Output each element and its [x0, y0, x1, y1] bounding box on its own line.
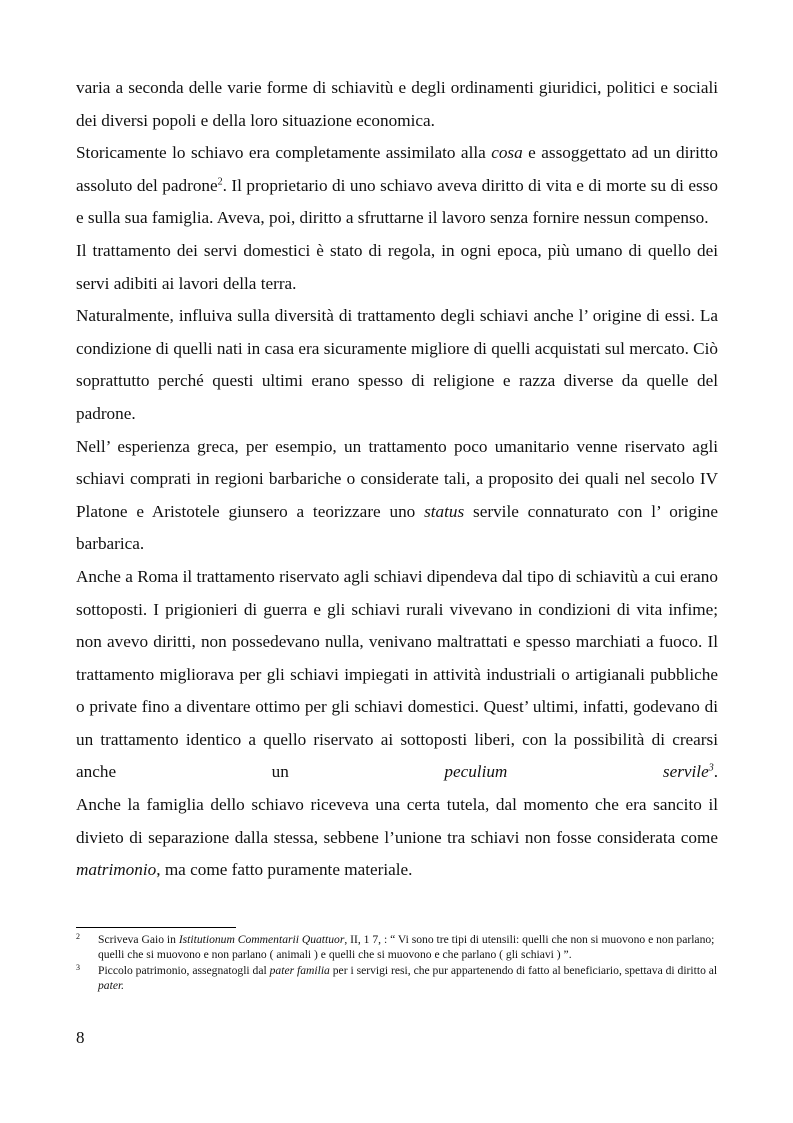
body-text — [76, 72, 718, 887]
paragraph-7 — [76, 789, 718, 887]
paragraph-1: varia a seconda delle varie forme di schiavitù e degli ordinamenti giuridici, politici e sociali dei diversi popoli e della loro situazione economica. — [76, 78, 718, 130]
paragraph-2-text-a: Storicamente lo schiavo era completamente assimilato alla — [76, 143, 492, 163]
paragraph-5-text-a: Nell’ esperienza greca, per esempio, un trattamento poco umanitario venne riservato agli schiavi comprati in regioni barbariche o considerate tali, a proposito dei quali nel secolo IV Platone e Aristotele giunsero a teorizzare uno — [76, 436, 718, 521]
paragraph-2 — [76, 137, 718, 235]
paragraph-5-emphasis: status — [424, 501, 465, 521]
footnote-2 — [76, 933, 718, 962]
footnote-2-emphasis: Istitutionum Commentarii Quattuor — [178, 933, 345, 946]
paragraph-6 — [76, 561, 718, 789]
footnote-2-text-b: , II, 1 7, : “ Vi sono tre tipi di utensili: quelli che non si muovono e non parlano; quelli che si muovono e non parlano ( animali ) e quelli che si muovono e che parlano ( gli schiavi ) ”. — [98, 933, 715, 961]
footnote-3-text-b: per i servigi resi, che pur appartenendo di fatto al beneficiario, spettava di diritto al — [329, 964, 718, 977]
paragraph-6-emphasis: peculium servile — [444, 762, 709, 782]
footnote-3-number: 3 — [76, 963, 80, 972]
paragraph-5 — [76, 431, 718, 561]
footnote-ref-3-num: 3 — [708, 762, 714, 774]
footnote-3 — [76, 964, 718, 993]
footnote-ref-2: 2 — [217, 176, 223, 188]
paragraph-4: Naturalmente, influiva sulla diversità di trattamento degli schiavi anche l’ origine di essi. La condizione di quelli nati in casa era sicuramente migliore di quelli acquistati sul mercato. Ciò soprattutto perché questi ultimi erano spesso di religione e razza diverse da quelle del padrone. — [76, 306, 718, 423]
paragraph-7-text-b: , ma come fatto puramente materiale. — [156, 860, 413, 880]
footnote-3-text-a: Piccolo patrimonio, assegnatogli dal — [98, 964, 270, 977]
page-number: 8 — [76, 1028, 85, 1047]
paragraph-3: Il trattamento dei servi domestici è stato di regola, in ogni epoca, più umano di quello dei servi adibiti ai lavori della terra. — [76, 240, 718, 293]
footnote-2-text-a: Scriveva Gaio in — [98, 933, 179, 946]
paragraph-2-text-b: e assoggettato ad un diritto assoluto del padrone — [76, 143, 718, 195]
footnote-2-number: 2 — [76, 932, 80, 941]
footnote-3-emphasis-1: pater familia — [269, 964, 330, 977]
footnotes — [76, 933, 718, 995]
paragraph-5-text-b: servile connaturato con l’ origine barbarica. — [76, 501, 718, 554]
paragraph-2-emphasis: cosa — [491, 143, 523, 163]
paragraph-6-text-a: Anche a Roma il trattamento riservato agli schiavi dipendeva dal tipo di schiavitù a cui erano sottoposti. I prigionieri di guerra e gli schiavi rurali vivevano in condizioni di vita infime; non avevo diritti, non possedevano nulla, venivano maltrattati e spesso marchiati a fuoco. Il trattamento migliorava per gli schiavi impiegati in attività industriali o artigianali pubbliche o private fino a diventare ottimo per gli schiavi domestici. Quest’ ultimi, infatti, godevano di un trattamento identico a quello riservato ai sottoposti liberi, con la possibilità di crearsi anche un — [76, 566, 718, 782]
footnote-3-emphasis-2: pater. — [98, 978, 125, 992]
footnote-separator — [76, 927, 236, 928]
paragraph-2-text-c: . Il proprietario di uno schiavo aveva diritto di vita e di morte su di esso e sulla sua famiglia. Aveva, poi, diritto a sfruttarne il lavoro senza fornire nessun compenso. — [76, 175, 718, 228]
paragraph-7-text-a: Anche la famiglia dello schiavo riceveva una certa tutela, dal momento che era sancito il divieto di separazione dalla stessa, sebbene l’unione tra schiavi non fosse considerata come — [76, 795, 718, 847]
paragraph-6-text-b: . — [713, 762, 718, 782]
paragraph-7-emphasis: matrimonio — [76, 860, 157, 880]
